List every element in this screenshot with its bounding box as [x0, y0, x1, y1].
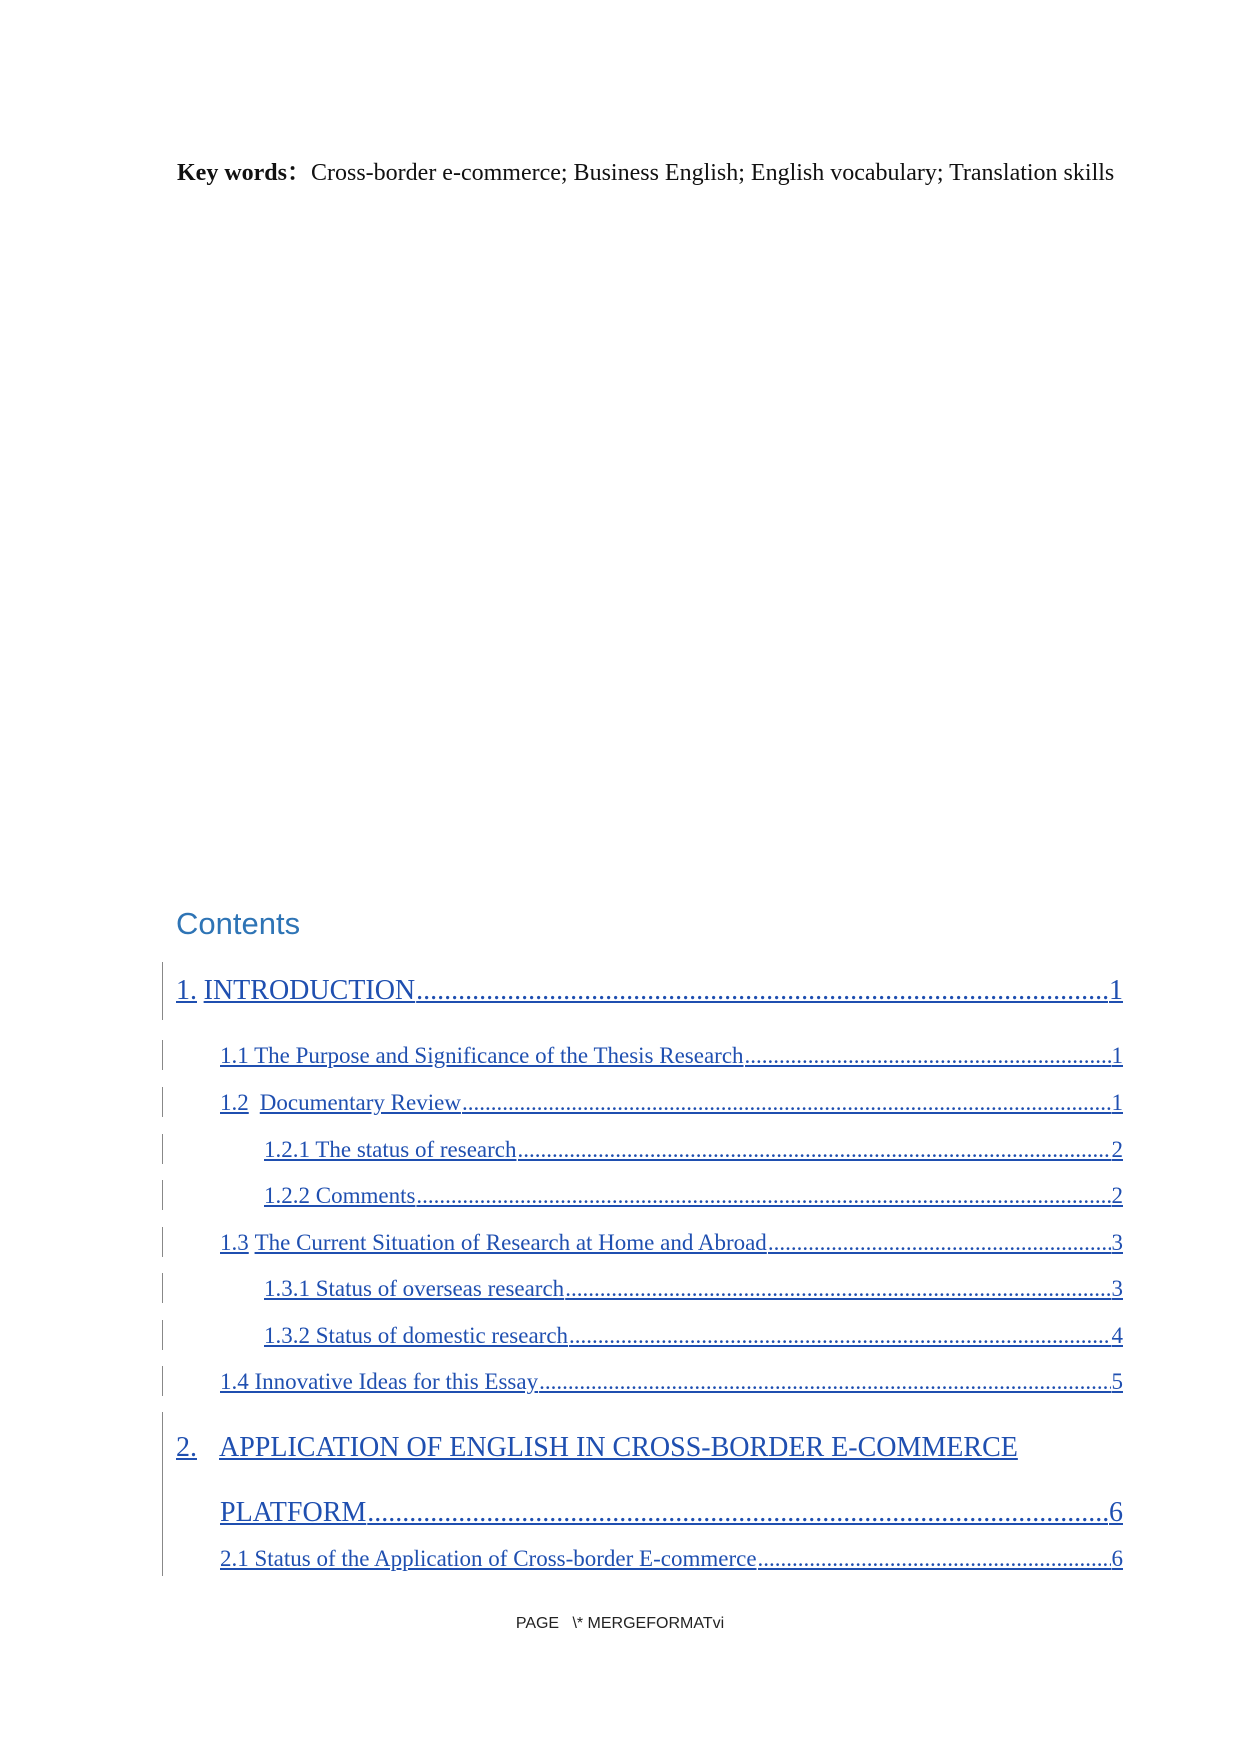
toc-entry-chapter-2-continued[interactable] — [220, 1495, 1123, 1531]
change-bar — [162, 1412, 163, 1576]
change-bar — [162, 1227, 163, 1257]
change-bar — [162, 1180, 163, 1210]
change-bar — [162, 1320, 163, 1350]
toc-entry-1-2-1[interactable] — [264, 1135, 1123, 1165]
toc-leader-dots — [416, 1181, 1110, 1211]
page-footer — [0, 1615, 1240, 1633]
toc-entry-1-3-2[interactable] — [264, 1321, 1123, 1351]
toc-page-number: 3 — [1111, 1276, 1123, 1301]
toc-page-number: 1 — [1111, 1090, 1123, 1115]
toc-leader-dots — [416, 973, 1108, 1009]
toc-entry-label: 1.3.2 Status of domestic research — [264, 1323, 569, 1348]
toc-entry-label: Documentary Review — [259, 1090, 461, 1115]
toc-entry-label: The Current Situation of Research at Home and Abroad — [254, 1230, 767, 1255]
toc-entry-label: 1.3.1 Status of overseas research — [264, 1276, 565, 1301]
toc-page-number: 1 — [1111, 1043, 1123, 1068]
toc-entry-1-2[interactable] — [220, 1088, 1123, 1118]
page-field-code: PAGE \* MERGEFORMAT — [515, 1615, 713, 1632]
toc-entry-number: 1.2 — [220, 1090, 249, 1115]
toc-entry-number: 1. — [176, 975, 197, 1006]
toc-entry-label: 1.2.1 The status of research — [264, 1137, 517, 1162]
toc-leader-dots — [565, 1274, 1110, 1304]
toc-entry-chapter-2[interactable] — [176, 1430, 1026, 1466]
toc-page-number: 1 — [1109, 975, 1123, 1006]
toc-entry-label: 1.4 Innovative Ideas for this Essay — [220, 1369, 539, 1394]
change-bar — [162, 1366, 163, 1396]
toc-entry-label-continued: PLATFORM — [220, 1497, 367, 1528]
toc-leader-dots — [462, 1088, 1111, 1118]
toc-leader-dots — [518, 1135, 1111, 1165]
keywords-paragraph — [177, 158, 1117, 189]
keywords-label: Key words： — [177, 160, 311, 186]
toc-entry-1-1[interactable] — [220, 1041, 1123, 1071]
keywords-text: Cross-border e-commerce; Business English; English vocabulary; Translation skills — [311, 160, 1115, 186]
toc-page-number: 2 — [1111, 1183, 1123, 1208]
toc-entry-label: APPLICATION OF ENGLISH IN CROSS-BORDER E-COMMERCE — [219, 1432, 1018, 1463]
toc-page-number: 6 — [1111, 1546, 1123, 1571]
toc-leader-dots — [745, 1041, 1111, 1071]
toc-leader-dots — [768, 1228, 1111, 1258]
toc-entry-label: 2.1 Status of the Application of Cross-border E-commerce — [220, 1546, 757, 1571]
page-number: vi — [712, 1615, 725, 1632]
toc-entry-number: 1.3 — [220, 1230, 249, 1255]
toc-leader-dots — [758, 1544, 1111, 1574]
change-bar — [162, 1040, 163, 1070]
toc-leader-dots — [539, 1367, 1110, 1397]
toc-leader-dots — [367, 1495, 1108, 1531]
toc-leader-dots — [569, 1321, 1110, 1351]
toc-entry-1-2-2[interactable] — [264, 1181, 1123, 1211]
change-bar — [162, 1273, 163, 1303]
toc-entry-label: 1.2.2 Comments — [264, 1183, 416, 1208]
change-bar — [162, 962, 163, 1020]
toc-page-number: 5 — [1111, 1369, 1123, 1394]
toc-entry-1-4[interactable] — [220, 1367, 1123, 1397]
toc-entry-1-3[interactable] — [220, 1228, 1123, 1258]
change-bar — [162, 1134, 163, 1164]
toc-page-number: 4 — [1111, 1323, 1123, 1348]
change-bar — [162, 1087, 163, 1117]
toc-entry-label: INTRODUCTION — [203, 975, 416, 1006]
contents-heading: Contents — [176, 906, 301, 941]
toc-page-number: 6 — [1109, 1497, 1123, 1528]
toc-page-number: 3 — [1111, 1230, 1123, 1255]
toc-entry-introduction[interactable] — [176, 973, 1123, 1009]
toc-entry-2-1[interactable] — [220, 1544, 1123, 1574]
toc-entry-label: 1.1 The Purpose and Significance of the Thesis Research — [220, 1043, 744, 1068]
toc-entry-1-3-1[interactable] — [264, 1274, 1123, 1304]
toc-page-number: 2 — [1111, 1137, 1123, 1162]
toc-entry-number: 2. — [176, 1432, 197, 1463]
